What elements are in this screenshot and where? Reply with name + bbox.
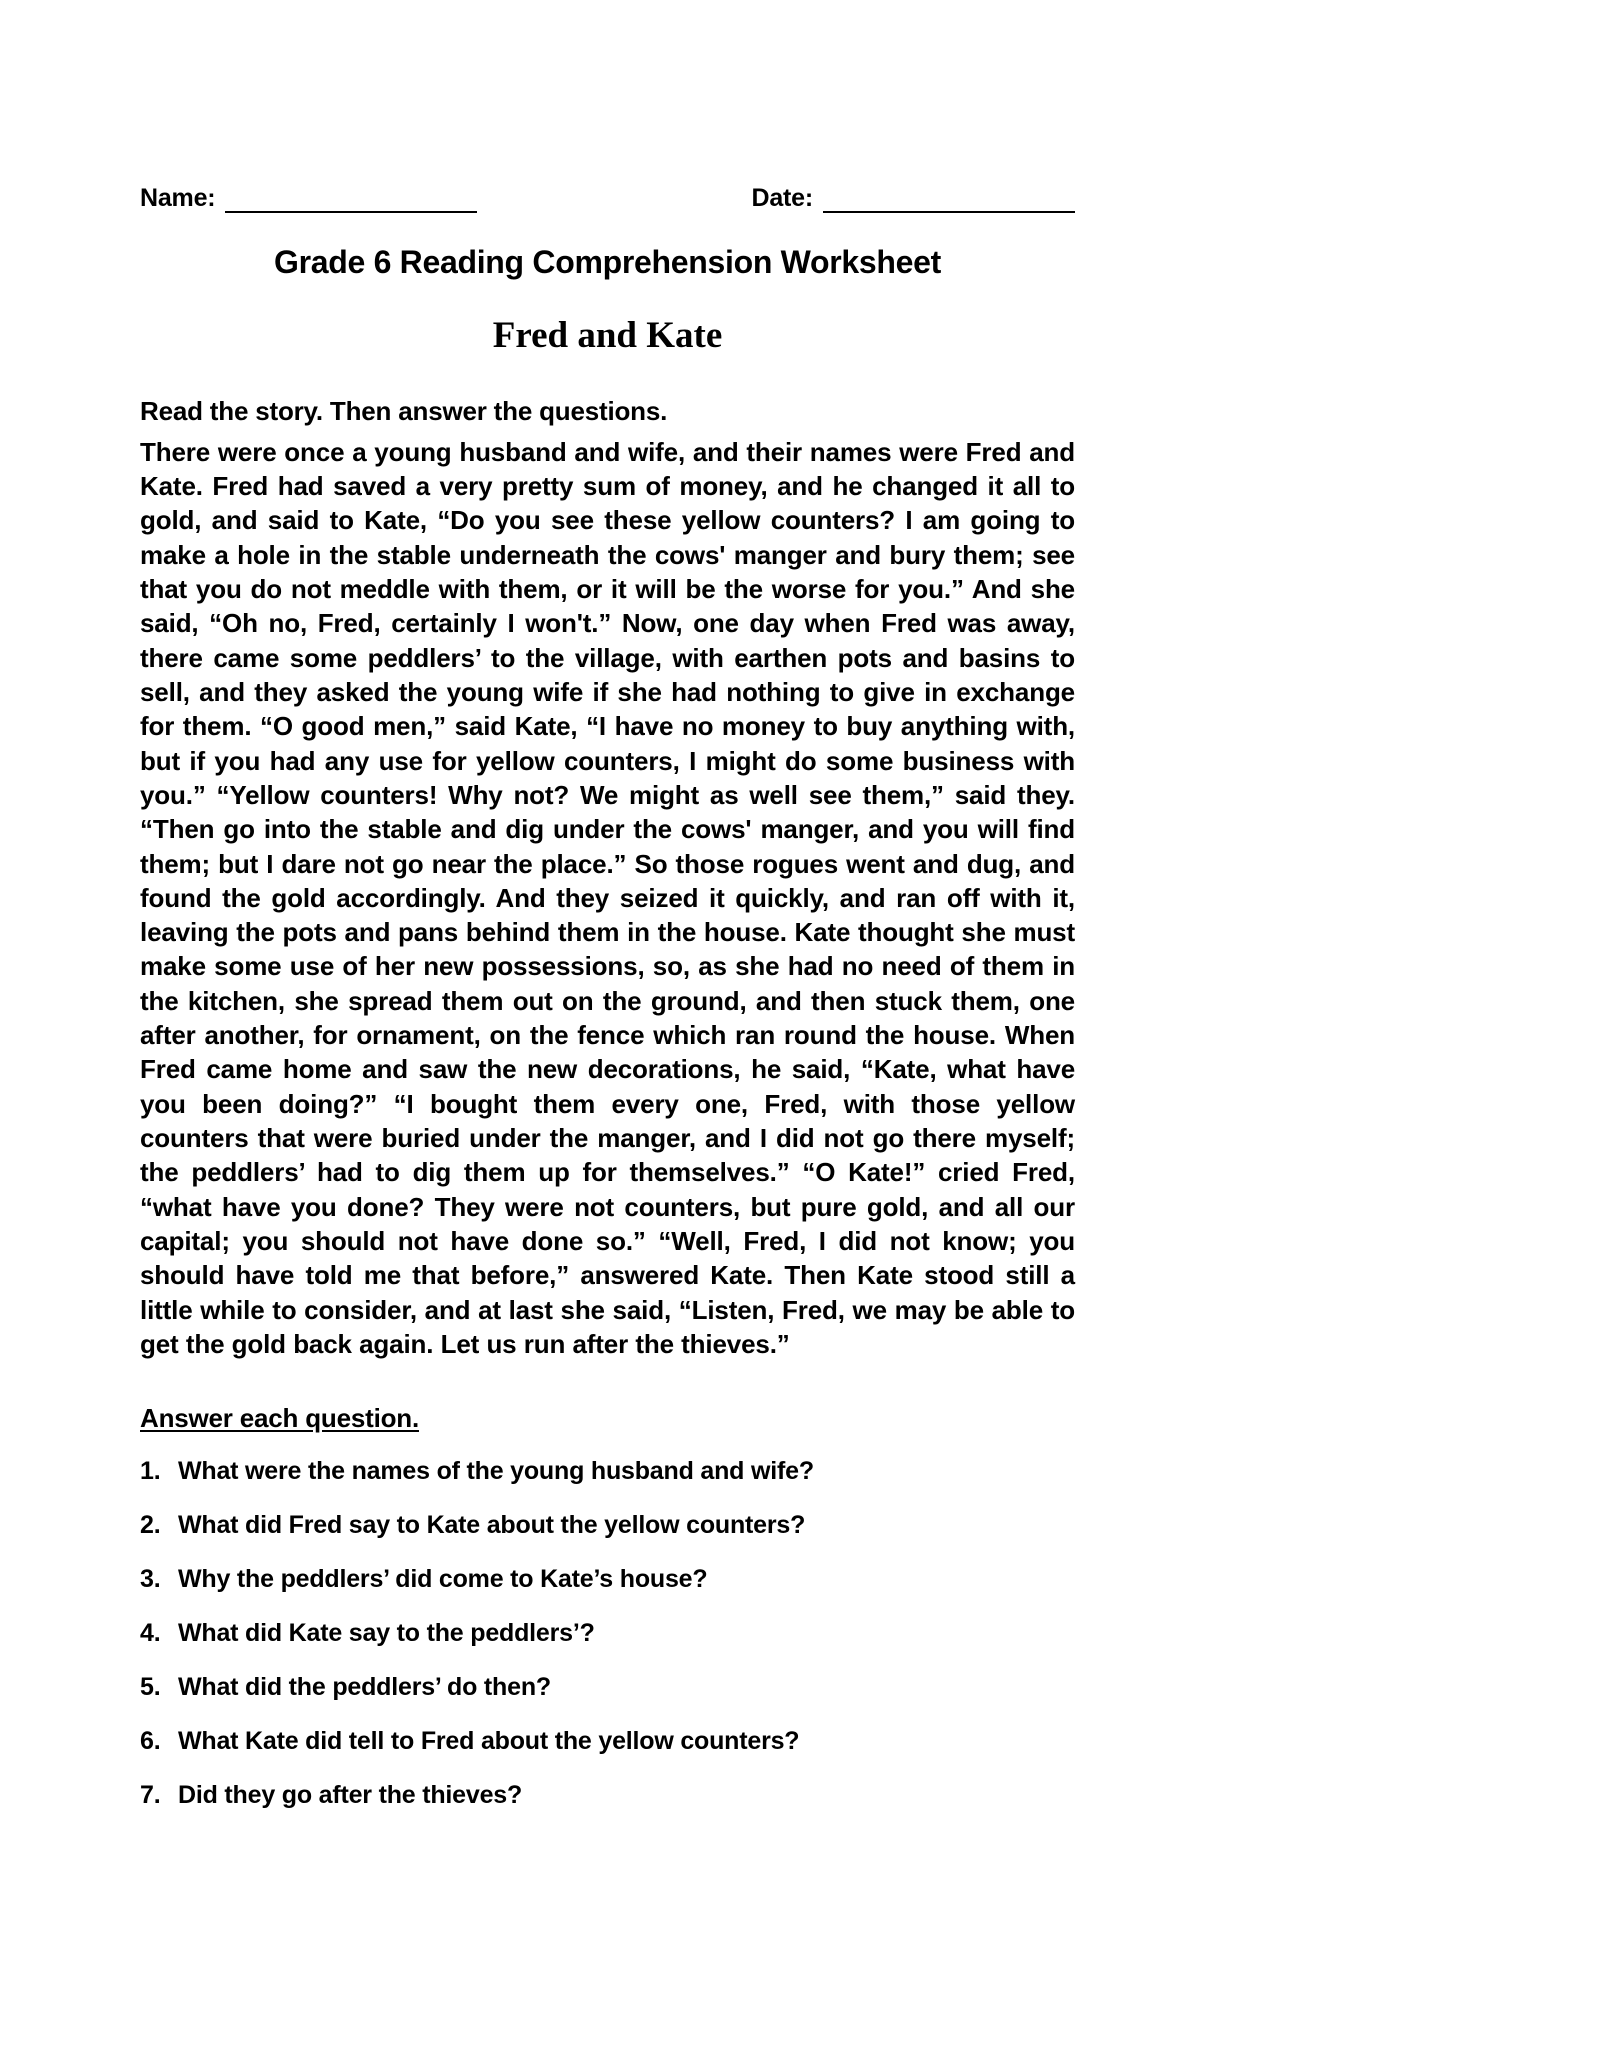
- question-item: [140, 1618, 1075, 1648]
- question-item: [140, 1456, 1075, 1486]
- name-input-line[interactable]: [225, 185, 477, 213]
- worksheet-title: Grade 6 Reading Comprehension Worksheet: [274, 244, 941, 280]
- date-input-line[interactable]: [823, 185, 1075, 213]
- question-number: 7.: [140, 1781, 161, 1810]
- question-number: 2.: [140, 1511, 161, 1540]
- question-number: 6.: [140, 1727, 161, 1756]
- question-item: [140, 1726, 1075, 1756]
- question-text: What Kate did tell to Fred about the yellow counters?: [178, 1727, 800, 1756]
- question-text: Did they go after the thieves?: [178, 1781, 523, 1810]
- question-text: What did the peddlers’ do then?: [178, 1673, 551, 1702]
- question-text: What did Fred say to Kate about the yellow counters?: [178, 1511, 806, 1540]
- name-field-group: [140, 185, 477, 213]
- questions-list: [140, 1456, 1075, 1810]
- answer-section-heading: Answer each question.: [140, 1403, 419, 1434]
- question-number: 3.: [140, 1565, 161, 1594]
- question-item: [140, 1510, 1075, 1540]
- question-text: What did Kate say to the peddlers’?: [178, 1619, 595, 1648]
- worksheet-content: [140, 0, 1075, 1834]
- question-item: [140, 1780, 1075, 1810]
- question-number: 5.: [140, 1673, 161, 1702]
- question-number: 1.: [140, 1457, 161, 1486]
- question-item: [140, 1564, 1075, 1594]
- name-date-row: [140, 185, 1075, 213]
- story-passage: There were once a young husband and wife, and their names were Fred and Kate. Fred had saved a very pretty sum of money, and he changed it all to gold, and said to Kate, “Do you see these yellow counters? I am going to make a hole in the stable underneath the cows' manger and bury them; see that you do not meddle with them, or it will be the worse for you.” And she said, “Oh no, Fred, certainly I won't.” Now, one day when Fred was away, there came some peddlers’ to the village, with earthen pots and basins to sell, and they asked the young wife if she had nothing to give in exchange for them. “O good men,” said Kate, “I have no money to buy anything with, but if you had any use for yellow counters, I might do some business with you.” “Yellow counters! Why not? We might as well see them,” said they. “Then go into the stable and dig under the cows' manger, and you will find them; but I dare not go near the place.” So those rogues went and dug, and found the gold accordingly. And they seized it quickly, and ran off with it, leaving the pots and pans behind them in the house. Kate thought she must make some use of her new possessions, so, as she had no need of them in the kitchen, she spread them out on the ground, and then stuck them, one after another, for ornament, on the fence which ran round the house. When Fred came home and saw the new decorations, he said, “Kate, what have you been doing?” “I bought them every one, Fred, with those yellow counters that were buried under the manger, and I did not go there myself; the peddlers’ had to dig them up for themselves.” “O Kate!” cried Fred, “what have you done? They were not counters, but pure gold, and all our capital; you should not have done so.” “Well, Fred, I did not know; you should have told me that before,” answered Kate. Then Kate stood still a little while to consider, and at last she said, “Listen, Fred, we may be able to get the gold back again. Let us run after the thieves.”: [140, 436, 1075, 1359]
- question-text: Why the peddlers’ did come to Kate’s house?: [178, 1565, 708, 1594]
- question-item: [140, 1672, 1075, 1702]
- instruction-text: Read the story. Then answer the questions.: [140, 395, 668, 426]
- story-title: Fred and Kate: [492, 315, 723, 357]
- date-field-group: [751, 185, 1075, 213]
- question-text: What were the names of the young husband and wife?: [178, 1457, 814, 1486]
- name-label: Name:: [140, 184, 216, 212]
- question-number: 4.: [140, 1619, 161, 1648]
- date-label: Date:: [751, 184, 813, 212]
